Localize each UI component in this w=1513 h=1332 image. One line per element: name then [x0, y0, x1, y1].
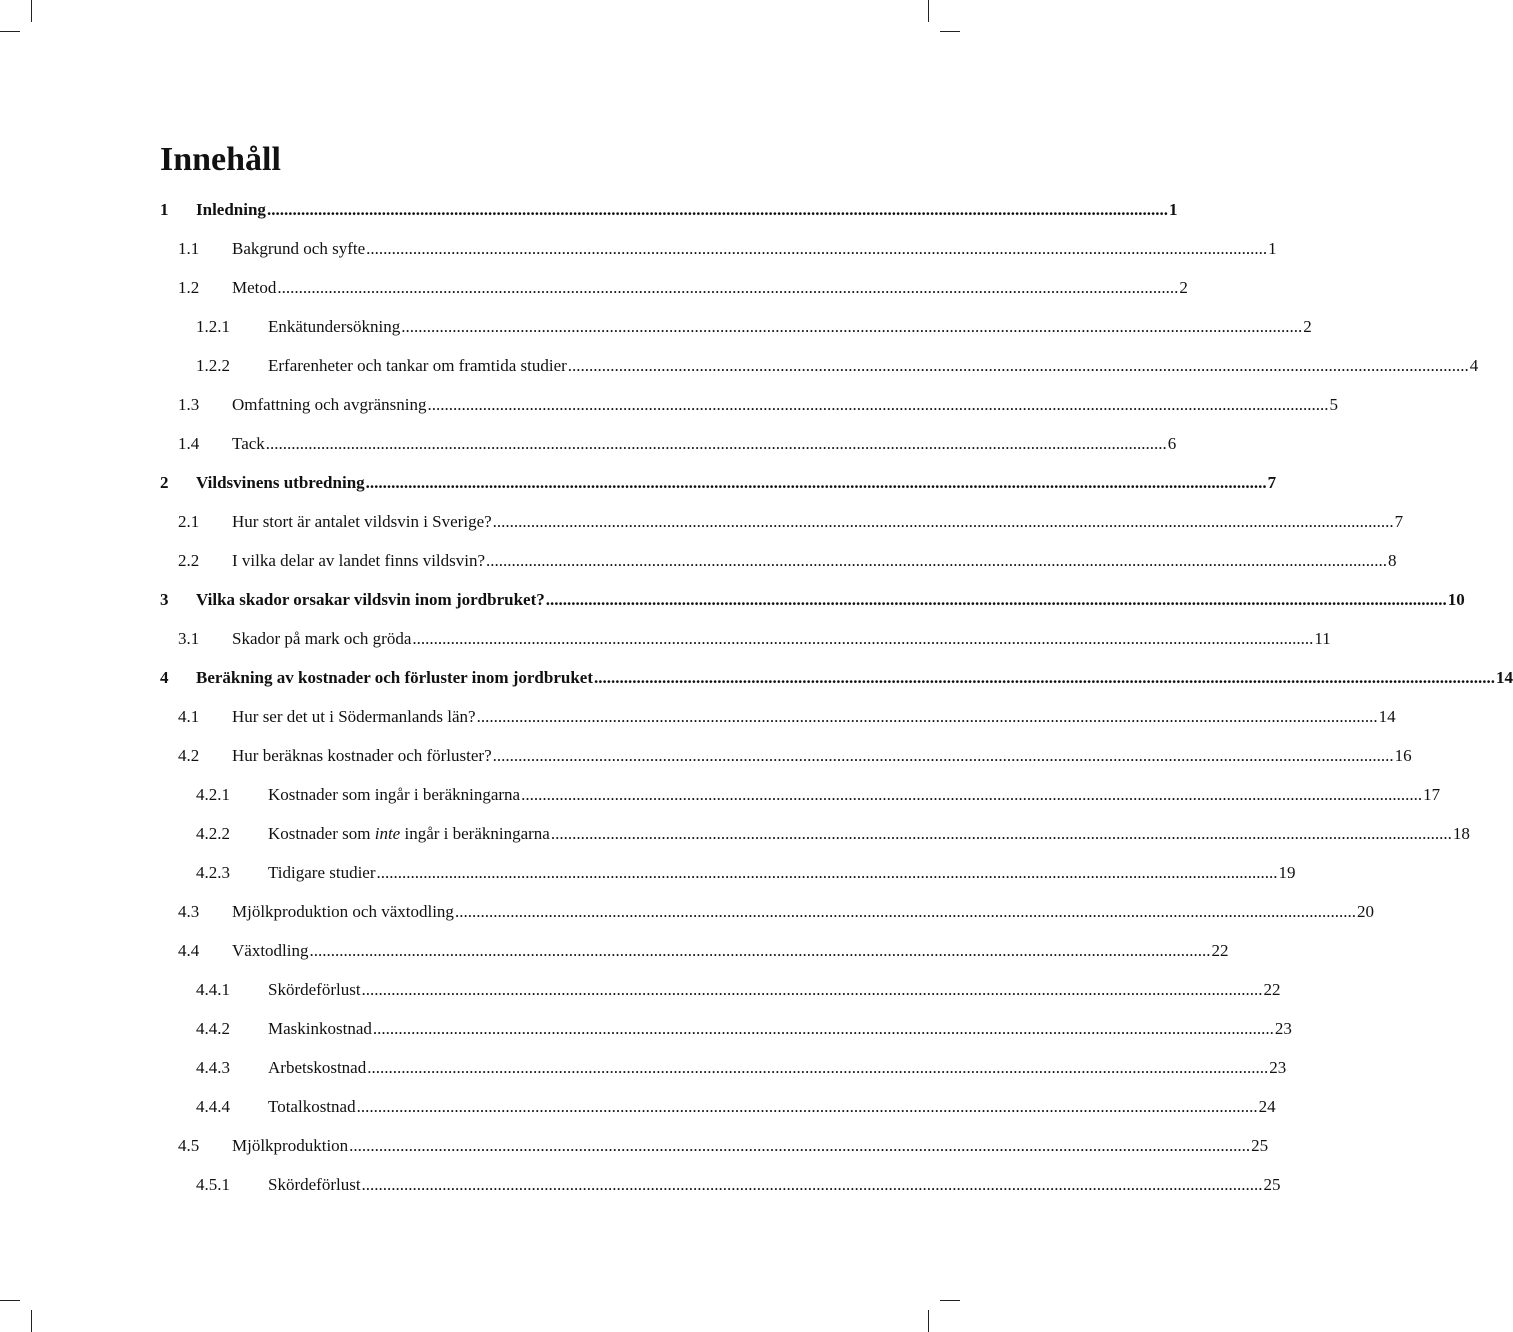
toc-entry[interactable] — [160, 307, 1312, 346]
toc-entry-page-number: 20 — [1356, 901, 1374, 921]
toc-entry-page-number: 7 — [1267, 472, 1277, 492]
toc-entry[interactable] — [160, 853, 1296, 892]
toc-entry[interactable] — [160, 697, 1396, 736]
toc-entry-page-number: 8 — [1388, 550, 1397, 570]
toc-entry[interactable] — [160, 931, 1229, 970]
toc-entry-title: Hur stort är antalet vildsvin i Sverige? — [232, 511, 492, 531]
toc-entry-title: Hur ser det ut i Södermanlands län? — [232, 706, 476, 726]
toc-entry-page-number: 4 — [1469, 355, 1479, 375]
toc-entry-title: Hur beräknas kostnader och förluster? — [232, 745, 492, 765]
crop-mark — [31, 1310, 32, 1332]
toc-entry[interactable] — [160, 424, 1177, 463]
toc-entry-number: 4 — [160, 667, 169, 687]
toc-entry[interactable] — [160, 1009, 1292, 1048]
toc-entry-page-number: 6 — [1167, 433, 1177, 453]
toc-entry-page-number: 22 — [1263, 979, 1281, 999]
toc-entry-title: Tidigare studier — [268, 862, 376, 882]
toc-entry-number: 4.2.3 — [196, 862, 230, 882]
toc-entry-number: 4.2 — [178, 745, 200, 765]
toc-entry-title: Skördeförlust — [268, 1174, 361, 1194]
dot-leader — [267, 200, 1168, 220]
toc-entry-title: Växtodling — [232, 940, 309, 960]
toc-entry-title: Skördeförlust — [268, 979, 361, 999]
toc-entry-page-number: 1 — [1268, 238, 1277, 258]
toc-entry-page-number: 2 — [1179, 277, 1188, 297]
toc-entry-number: 4.5 — [178, 1135, 200, 1155]
toc-entry[interactable] — [160, 1165, 1281, 1204]
toc-entry[interactable] — [160, 190, 1178, 229]
toc-entry-page-number: 23 — [1274, 1018, 1292, 1038]
dot-leader — [486, 551, 1387, 571]
toc-entry[interactable] — [160, 541, 1397, 580]
toc-entry-title: Tack — [232, 433, 265, 453]
dot-leader — [455, 902, 1356, 922]
dot-leader — [428, 395, 1329, 415]
toc-entry-title: Bakgrund och syfte — [232, 238, 366, 258]
toc-entry-number: 4.5.1 — [196, 1174, 230, 1194]
toc-entry-number: 2.1 — [178, 511, 200, 531]
toc-entry-page-number: 24 — [1258, 1096, 1276, 1116]
toc-entry-page-number: 23 — [1269, 1057, 1287, 1077]
dot-leader — [349, 1136, 1250, 1156]
toc-entry-title — [268, 824, 550, 844]
dot-leader — [266, 434, 1167, 454]
toc-entry-title: Mjölkproduktion och växtodling — [232, 901, 454, 921]
toc-entry-page-number: 22 — [1211, 940, 1229, 960]
toc-entry-number: 2.2 — [178, 550, 200, 570]
toc-entry-number: 4.4.1 — [196, 979, 230, 999]
crop-mark — [940, 31, 960, 32]
toc-entry-number: 4.4.4 — [196, 1096, 230, 1116]
table-of-contents — [160, 190, 1513, 1204]
toc-entry-number: 3 — [160, 589, 169, 609]
toc-entry-page-number: 18 — [1452, 823, 1470, 843]
dot-leader — [367, 1058, 1268, 1078]
crop-mark — [0, 31, 20, 32]
toc-entry-title-part: Kostnader som — [268, 823, 375, 843]
dot-leader — [377, 863, 1278, 883]
toc-entry-title: Totalkostnad — [268, 1096, 356, 1116]
toc-entry[interactable] — [160, 502, 1404, 541]
dot-leader — [373, 1019, 1274, 1039]
dot-leader — [401, 317, 1302, 337]
dot-leader — [366, 473, 1267, 493]
dot-leader — [357, 1097, 1258, 1117]
toc-entry-number: 3.1 — [178, 628, 200, 648]
dot-leader — [521, 785, 1422, 805]
toc-entry-page-number: 14 — [1378, 706, 1396, 726]
toc-entry-title: Erfarenheter och tankar om framtida studier — [268, 355, 567, 375]
toc-entry[interactable] — [160, 1048, 1287, 1087]
dot-leader — [310, 941, 1211, 961]
toc-entry-number: 2 — [160, 472, 169, 492]
toc-entry-number: 1.3 — [178, 394, 200, 414]
toc-entry[interactable] — [160, 385, 1339, 424]
toc-entry-number: 1.1 — [178, 238, 200, 258]
toc-entry-title: Kostnader som ingår i beräkningarna — [268, 784, 521, 804]
toc-entry-number: 4.3 — [178, 901, 200, 921]
toc-entry-title: Maskinkostnad — [268, 1018, 372, 1038]
dot-leader — [568, 356, 1469, 376]
toc-entry-page-number: 11 — [1314, 628, 1331, 648]
toc-entry-number: 1.2 — [178, 277, 200, 297]
dot-leader — [551, 824, 1452, 844]
toc-entry[interactable] — [160, 1126, 1269, 1165]
dot-leader — [594, 668, 1495, 688]
toc-entry[interactable] — [160, 658, 1513, 697]
dot-leader — [366, 239, 1267, 259]
toc-entry-title: Arbetskostnad — [268, 1057, 367, 1077]
toc-entry[interactable] — [160, 229, 1277, 268]
dot-leader — [477, 707, 1378, 727]
toc-entry-page-number: 5 — [1329, 394, 1339, 414]
toc-entry-page-number: 7 — [1394, 511, 1404, 531]
toc-entry-title: Vilka skador orsakar vildsvin inom jordbruket? — [196, 589, 545, 609]
toc-entry-title: Metod — [232, 277, 277, 297]
dot-leader — [412, 629, 1313, 649]
toc-entry[interactable] — [160, 580, 1465, 619]
toc-entry-page-number: 17 — [1423, 784, 1441, 804]
toc-entry[interactable] — [160, 775, 1441, 814]
toc-entry-title-part: ingår i beräkningarna — [400, 823, 550, 843]
page-title: Innehåll — [160, 141, 281, 178]
dot-leader — [362, 1175, 1263, 1195]
toc-entry-page-number: 1 — [1168, 199, 1178, 219]
toc-entry-title: Beräkning av kostnader och förluster inom jordbruket — [196, 667, 594, 687]
toc-entry-title: Inledning — [196, 199, 266, 219]
dot-leader — [362, 980, 1263, 1000]
toc-entry-title-emphasis: inte — [374, 823, 401, 843]
toc-entry-title: Enkätundersökning — [268, 316, 401, 336]
toc-entry-number: 4.4.3 — [196, 1057, 230, 1077]
toc-entry-title: Skador på mark och gröda — [232, 628, 412, 648]
crop-mark — [928, 1310, 929, 1332]
dot-leader — [277, 278, 1178, 298]
toc-entry-number: 4.2.2 — [196, 823, 230, 843]
toc-entry-number: 1.4 — [178, 433, 200, 453]
crop-mark — [0, 1300, 20, 1301]
toc-entry-number: 1 — [160, 199, 169, 219]
toc-entry-page-number: 16 — [1394, 745, 1412, 765]
toc-entry-number: 4.4 — [178, 940, 200, 960]
toc-entry[interactable] — [160, 892, 1374, 931]
toc-entry[interactable] — [160, 1087, 1276, 1126]
dot-leader — [546, 590, 1447, 610]
toc-entry[interactable] — [160, 619, 1331, 658]
toc-entry[interactable] — [160, 346, 1479, 385]
toc-entry-number: 4.4.2 — [196, 1018, 230, 1038]
toc-entry-page-number: 19 — [1278, 862, 1296, 882]
dot-leader — [493, 512, 1394, 532]
dot-leader — [493, 746, 1394, 766]
toc-entry-number: 1.2.2 — [196, 355, 230, 375]
crop-mark — [940, 1300, 960, 1301]
toc-entry-page-number: 14 — [1496, 667, 1513, 687]
crop-mark — [31, 0, 32, 22]
toc-entry-number: 4.2.1 — [196, 784, 230, 804]
toc-entry[interactable] — [160, 736, 1412, 775]
toc-entry[interactable] — [160, 268, 1188, 307]
toc-entry[interactable] — [160, 970, 1281, 1009]
toc-entry-page-number: 25 — [1263, 1174, 1281, 1194]
toc-entry[interactable] — [160, 814, 1470, 853]
toc-entry-title: Omfattning och avgränsning — [232, 394, 427, 414]
toc-entry-page-number: 10 — [1447, 589, 1465, 609]
toc-entry-title: Mjölkproduktion — [232, 1135, 349, 1155]
toc-entry-title: I vilka delar av landet finns vildsvin? — [232, 550, 486, 570]
toc-entry-number: 1.2.1 — [196, 316, 230, 336]
toc-entry-title: Vildsvinens utbredning — [196, 472, 365, 492]
toc-entry-number: 4.1 — [178, 706, 200, 726]
toc-entry-page-number: 2 — [1303, 316, 1312, 336]
toc-entry[interactable] — [160, 463, 1277, 502]
toc-entry-page-number: 25 — [1251, 1135, 1269, 1155]
crop-mark — [928, 0, 929, 22]
